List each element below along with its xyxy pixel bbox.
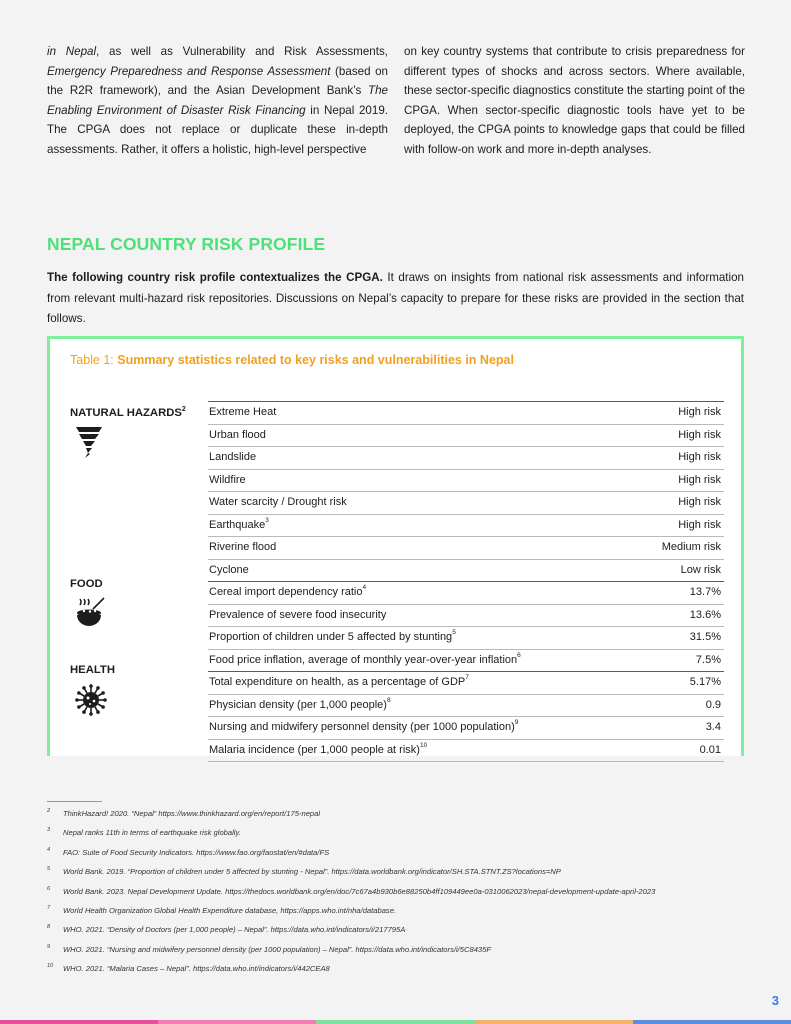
section-intro [47,268,744,330]
row-label-text: Food price inflation, average of monthly year-over-year inflation [209,653,518,666]
footnote [47,886,737,897]
group-label-text: FOOD [70,578,103,590]
footnote [47,924,737,935]
footnote-text: FAO: Suite of Food Security Indicators. https://www.fao.org/faostat/en/#data/FS [63,847,330,857]
left-column-run: (based on the R2R framework), and the Asian Development Bank’s [47,64,389,98]
row-value: 7.5% [695,653,721,666]
row-footnote-ref: 6 [517,651,521,659]
bottom-color-bar [0,1020,791,1024]
footnote [47,944,737,955]
row-value: 0.01 [699,743,721,756]
footnote-number: 7 [47,904,51,911]
footnote-number: 2 [47,808,51,814]
table-row [208,424,724,447]
table-row [208,649,724,672]
row-value: Low risk [680,563,721,576]
footnotes [47,808,737,983]
row-label [209,717,518,739]
table-row [208,401,724,424]
footnote-text: World Bank. 2019. “Proportion of children under 5 affected by stunting - Nepal”. https://data.worldbank.org/indicator/SH.STA.STNT.ZS?locations=NP [63,867,561,877]
row-label-text: Proportion of children under 5 affected by stunting [209,631,453,643]
row-label-text: Landslide [209,451,257,463]
table-row [208,626,724,649]
row-label-text: Extreme Heat [209,406,277,418]
row-footnote-ref: 3 [265,516,269,524]
caption-prefix: Table 1: [70,353,118,367]
page-number: 3 [771,993,779,1008]
row-footnote-ref: 7 [465,674,469,681]
row-value: High risk [678,518,721,531]
row-label-text: Total expenditure on health, as a percentage of GDP [209,676,466,688]
table-row [208,446,724,469]
footnote-number: 4 [47,846,51,853]
risk-summary-table [47,336,744,756]
row-label [209,492,347,514]
row-value: 13.6% [689,608,721,621]
rice-bowl-icon [74,597,106,636]
row-value: High risk [678,428,721,441]
footnote-text: WHO. 2021. “Density of Doctors (per 1,000 people) – Nepal”. https://data.who.int/indicators/i/217795A [63,925,406,935]
table-row [208,716,724,739]
color-bar-segment [316,1020,474,1024]
footnote-text: WHO. 2021. “Nursing and midwifery personnel density (per 1000 population) – Nepal”. https://data.who.int/indicators/i/5C8435F [63,944,492,954]
left-column-run: , as well as Vulnerability and Risk Assessments, [96,45,388,58]
left-column-run: The Enabling Environment of Disaster Risk Financing [47,84,388,117]
virus-icon [74,683,108,722]
group-label [70,406,186,419]
color-bar-segment [475,1020,633,1024]
group-label [70,664,115,676]
row-label [209,447,256,469]
group-label [70,578,103,590]
row-label [209,695,391,717]
table-row [208,581,724,604]
row-label [209,740,427,762]
tornado-icon [74,425,104,464]
footnote [47,827,737,838]
row-label [209,605,386,627]
row-label [209,470,246,492]
row-label-text: Earthquake [209,518,266,531]
row-label [209,672,469,694]
row-label-text: Malaria incidence (per 1,000 people at risk) [209,743,420,756]
row-label-text: Wildfire [209,473,246,486]
row-label [209,582,366,604]
left-column-run: in Nepal 2019. The CPGA does not replace or duplicate these in-depth assessments. Rather, it offers a holistic, high-level perspective [47,103,388,156]
color-bar-segment [633,1020,791,1024]
footnote-number: 5 [47,866,51,873]
table-row [208,694,724,717]
footnote [47,905,737,916]
row-label-text: Riverine flood [209,541,277,553]
row-label-text: Prevalence of severe food insecurity [209,608,387,621]
row-value: High risk [678,496,721,508]
row-value: Medium risk [661,541,721,553]
row-value: High risk [678,406,721,418]
footnote [47,847,737,858]
table-row [208,491,724,514]
table-row [208,671,724,694]
body-column-right: on key country systems that contribute to crisis preparedness for different types of shocks and across sectors. Where available, these sector-specific diagnostics constitute the starting point of the CPGA. When sector-specific diagnostic tools have yet to be deployed, the CPGA points to knowledge gaps that could be filled with follow-on work and more in-depth analyses. [404,45,745,156]
section-title: NEPAL COUNTRY RISK PROFILE [47,234,326,254]
row-label-text: Nursing and midwifery personnel density (per 1000 population) [209,721,515,733]
row-label [209,650,521,672]
row-label-text: Cyclone [209,563,249,576]
row-value: High risk [678,473,721,486]
row-value: 5.17% [689,676,721,688]
intro-bold: The following country risk profile contextualizes the CPGA. [47,271,383,284]
row-label-text: Urban flood [209,428,266,441]
row-label [209,627,456,649]
footnote-text: WHO. 2021. “Malaria Cases – Nepal”. https://data.who.int/indicators/i/442CEA8 [63,964,330,974]
footnote-divider [47,801,102,802]
row-label [209,402,276,424]
group-label-text: NATURAL HAZARDS [70,406,182,419]
row-value: 3.4 [705,721,721,733]
footnote [47,866,737,877]
row-label [209,425,266,447]
color-bar-segment [0,1020,158,1024]
left-column-run: in Nepal [47,45,97,58]
row-label-text: Physician density (per 1,000 people) [209,698,387,711]
footnote-text: World Health Organization Global Health Expenditure database, https://apps.who.int/nha/database. [63,905,397,915]
footnote-text: ThinkHazard! 2020. “Nepal” https://www.thinkhazard.org/en/report/175-nepal [63,809,321,818]
group-label-text: HEALTH [70,664,115,676]
row-footnote-ref: 10 [419,741,428,749]
row-label [209,537,276,559]
table-row [208,536,724,559]
group-label-footnote-ref: 2 [181,406,186,413]
footnote-number: 10 [47,963,54,970]
row-label-text: Cereal import dependency ratio [209,586,363,598]
footnote-number: 8 [47,924,51,931]
row-footnote-ref: 8 [386,696,391,704]
row-footnote-ref: 4 [362,584,367,591]
row-label [209,515,269,537]
footnote-number: 3 [47,827,51,834]
row-value: High risk [678,451,721,463]
table-row [208,469,724,492]
row-value: 0.9 [705,698,721,711]
intro-text: It draws on insights from national risk assessments and information from relevant multi-hazard risk repositories. Discussions on Nepal’s capacity to prepare for these risks are provided in the section that follows. [47,271,744,325]
row-label-text: Water scarcity / Drought risk [209,496,347,508]
footnote-number: 6 [47,885,51,892]
table-row [208,514,724,537]
caption-title: Summary statistics related to key risks and vulnerabilities in Nepal [117,353,514,367]
footnote-text: Nepal ranks 11th in terms of earthquake risk globally. [63,828,241,838]
footnote [47,808,737,819]
table-row [208,559,724,582]
row-footnote-ref: 5 [452,629,456,636]
row-value: 31.5% [689,631,721,643]
table-rows [208,401,724,762]
table-caption [70,353,514,367]
footnote-number: 9 [47,943,51,950]
body-column-left [47,42,388,160]
footnote [47,963,737,974]
left-column-run: Emergency Preparedness and Response Assessment [47,64,331,78]
row-label [209,560,249,582]
row-footnote-ref: 9 [514,719,519,726]
footnote-text: World Bank. 2023. Nepal Development Update. https://thedocs.worldbank.org/en/doc/7c67a4b930b6e88250b4ff109449ee0a-0310062023/nepal-development-update-april-2023 [63,886,656,896]
table-row [208,739,724,763]
color-bar-segment [158,1020,316,1024]
row-value: 13.7% [689,586,721,598]
table-row [208,604,724,627]
